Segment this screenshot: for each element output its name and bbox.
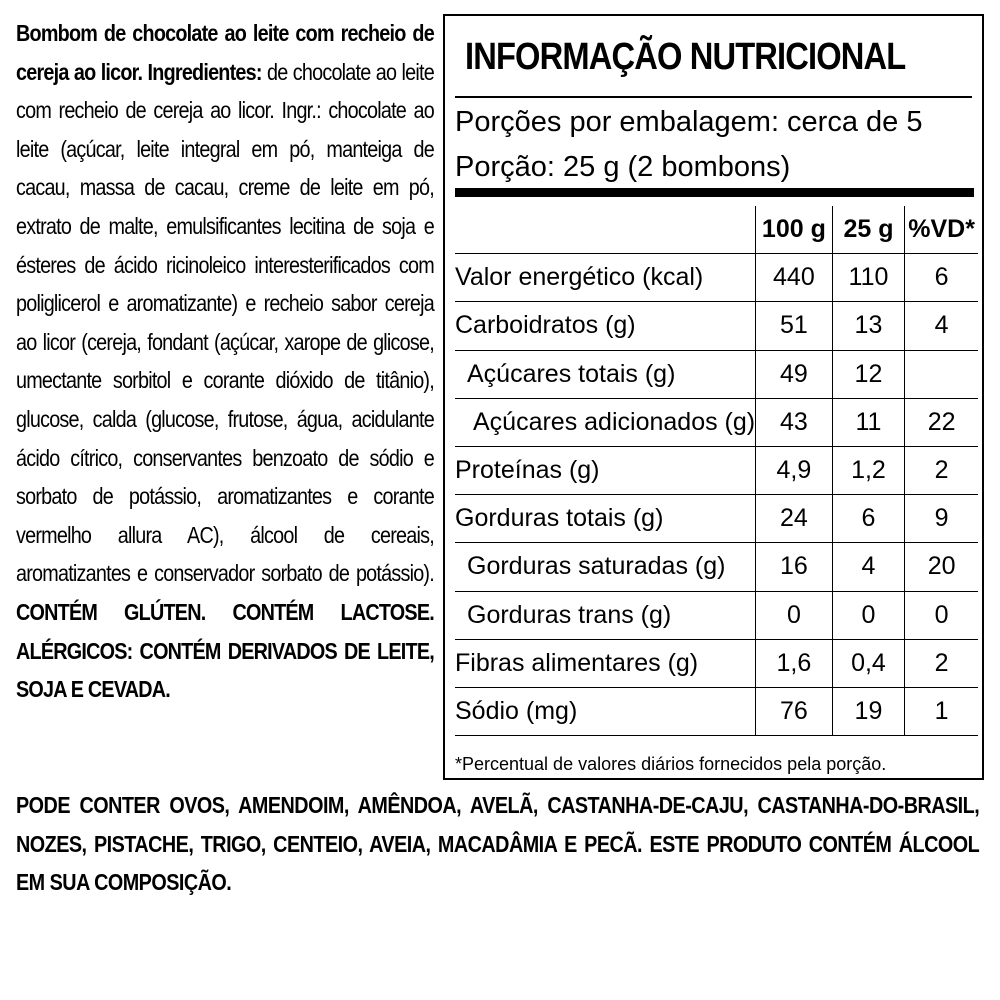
value-100g: 76 [756, 687, 833, 735]
nutrition-title: INFORMAÇÃO NUTRICIONAL [465, 36, 906, 78]
ingredients-list: de chocolate ao leite com recheio de cereja ao licor. Ingr.: chocolate ao leite (açúcar, leite integral em pó, manteiga de cacau, massa de cacau, creme de leite em pó, extrato de malte, emulsificantes lecitina de soja e ésteres de ácido ricinoleico interesterificados com poliglicerol e aromatizante) e recheio sabor cereja ao licor (cereja, fondant (açúcar, xarope de glicose, umectante sorbitol e corante dióxido de titânio), glucose, calda (glucose, frutose, água, acidulante ácido cítrico, conservantes benzoato de sódio e sorbato de potássio, aromatizantes e corante vermelho allura AC), álcool de cereais, aromatizantes e conservador sorbato de potássio). [16, 58, 434, 587]
value-vd [905, 350, 978, 398]
serving-size: Porção: 25 g (2 bombons) [455, 151, 791, 183]
header-100g: 100 g [756, 206, 833, 254]
table-row [455, 591, 978, 639]
value-vd: 6 [905, 254, 978, 302]
value-100g: 440 [756, 254, 833, 302]
table-row [455, 687, 978, 735]
table-row [455, 302, 978, 350]
value-100g: 1,6 [756, 639, 833, 687]
value-25g: 19 [832, 687, 905, 735]
row-label: Valor energético (kcal) [455, 254, 756, 302]
row-label: Gorduras totais (g) [455, 495, 756, 543]
serving-info [455, 100, 975, 190]
servings-per-package: Porções por embalagem: cerca de 5 [455, 106, 923, 138]
table-row [455, 254, 978, 302]
row-label: Gorduras saturadas (g) [455, 543, 756, 591]
table-row [455, 543, 978, 591]
table-row [455, 350, 978, 398]
header-vd: %VD* [905, 206, 978, 254]
value-25g: 1,2 [832, 446, 905, 494]
value-25g: 4 [832, 543, 905, 591]
value-vd: 4 [905, 302, 978, 350]
value-100g: 51 [756, 302, 833, 350]
table-row [455, 495, 978, 543]
row-label: Sódio (mg) [455, 687, 756, 735]
allergen-warning: CONTÉM GLÚTEN. CONTÉM LACTOSE. ALÉRGICOS: CONTÉM DERIVADOS DE LEITE, SOJA E CEVADA. [16, 598, 434, 703]
value-vd: 0 [905, 591, 978, 639]
title-divider [455, 96, 972, 98]
thick-divider [455, 188, 974, 197]
value-vd: 1 [905, 687, 978, 735]
header-25g: 25 g [832, 206, 905, 254]
table-header-row [455, 206, 978, 254]
value-vd: 9 [905, 495, 978, 543]
value-100g: 24 [756, 495, 833, 543]
row-label: Proteínas (g) [455, 446, 756, 494]
value-vd: 2 [905, 446, 978, 494]
product-name: Bombom de chocolate ao leite com recheio de cereja ao licor. Ingredientes: [16, 20, 434, 85]
row-label: Fibras alimentares (g) [455, 639, 756, 687]
vd-footnote: *Percentual de valores diários fornecidos pela porção. [455, 754, 887, 774]
value-100g: 49 [756, 350, 833, 398]
value-vd: 20 [905, 543, 978, 591]
value-25g: 110 [832, 254, 905, 302]
value-25g: 13 [832, 302, 905, 350]
value-25g: 11 [832, 398, 905, 446]
row-label: Gorduras trans (g) [455, 591, 756, 639]
value-vd: 22 [905, 398, 978, 446]
value-25g: 0 [832, 591, 905, 639]
allergen-cross-contamination: PODE CONTER OVOS, AMENDOIM, AMÊNDOA, AVELÃ, CASTANHA-DE-CAJU, CASTANHA-DO-BRASIL, NOZES, PISTACHE, TRIGO, CENTEIO, AVEIA, MACADÂMIA E PECÃ. ESTE PRODUTO CONTÉM ÁLCOOL EM SUA COMPOSIÇÃO. [16, 792, 980, 896]
value-25g: 0,4 [832, 639, 905, 687]
table-row [455, 446, 978, 494]
row-label: Açúcares adicionados (g) [455, 398, 756, 446]
value-100g: 43 [756, 398, 833, 446]
value-100g: 4,9 [756, 446, 833, 494]
value-100g: 16 [756, 543, 833, 591]
value-100g: 0 [756, 591, 833, 639]
row-label: Açúcares totais (g) [455, 350, 756, 398]
value-25g: 6 [832, 495, 905, 543]
value-25g: 12 [832, 350, 905, 398]
nutrition-facts-panel [443, 14, 984, 780]
header-blank [455, 206, 756, 254]
nutrition-table [455, 206, 978, 736]
value-vd: 2 [905, 639, 978, 687]
table-row [455, 398, 978, 446]
table-row [455, 639, 978, 687]
row-label: Carboidratos (g) [455, 302, 756, 350]
ingredients-text [16, 14, 434, 709]
